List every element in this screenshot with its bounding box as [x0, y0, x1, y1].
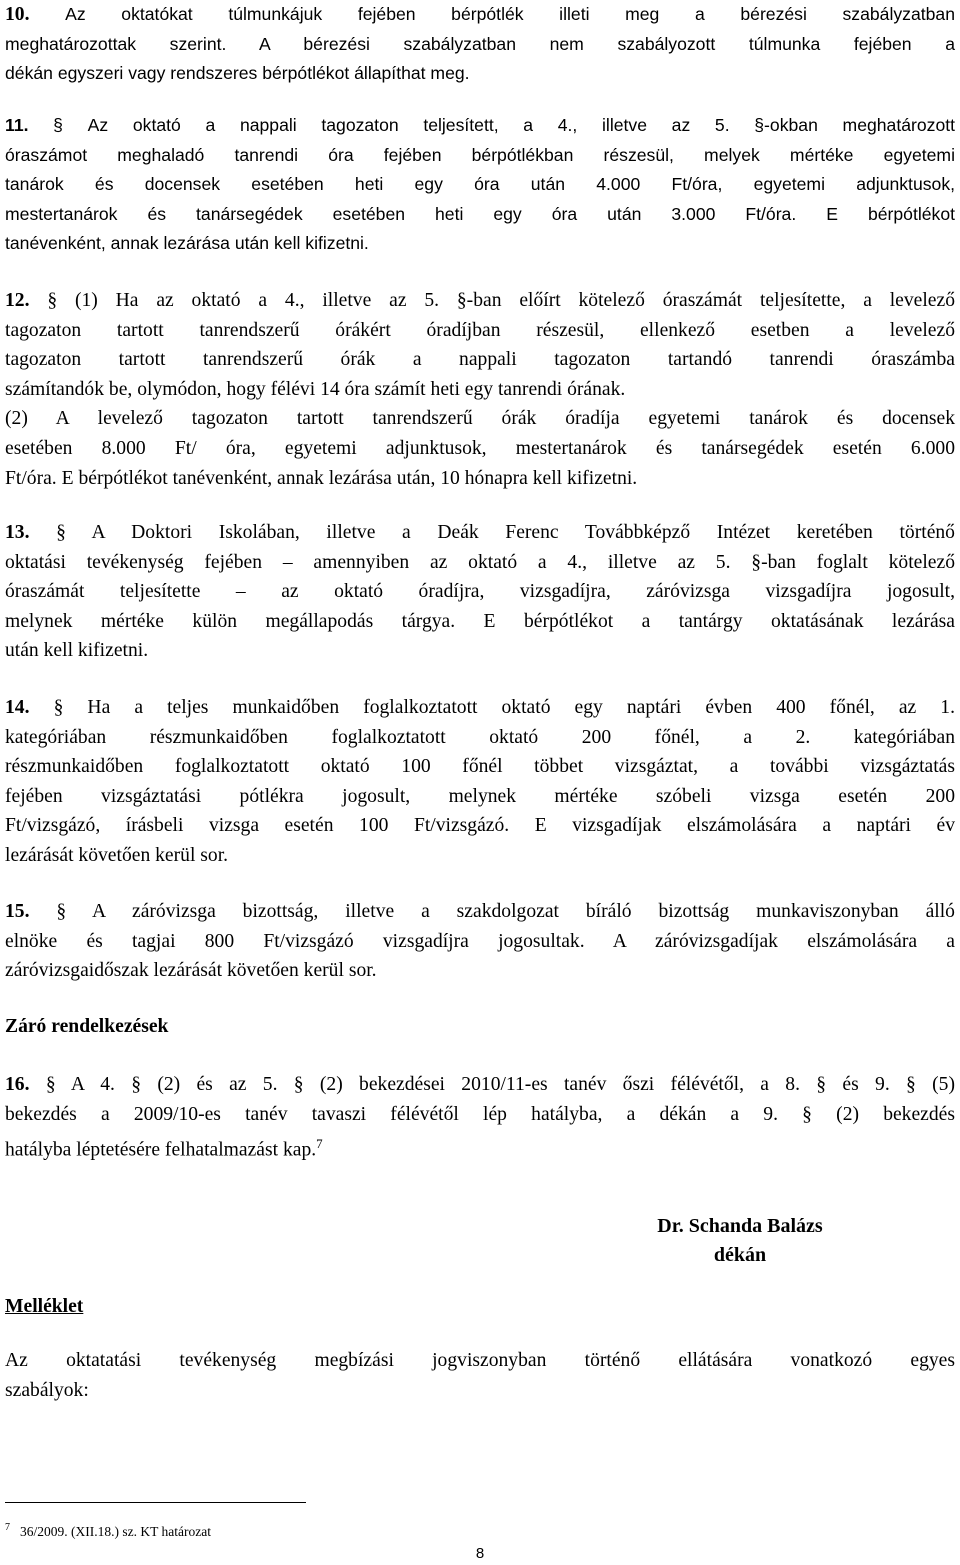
paragraph-10	[5, 0, 955, 89]
text-line: óraszámot meghaladó tanrendi óra fejében bérpótlékban részesül, melyek mértéke egyetemi	[5, 144, 955, 165]
text-line: elnöke és tagjai 800 Ft/vizsgázó vizsgadíjra jogosultak. A záróvizsgadíjak elszámolására a	[5, 930, 955, 952]
text-line: melynek mértéke külön megállapodás tárgya. E bérpótlékot a tantárgy oktatásának lezárása	[5, 610, 955, 632]
paragraph-number: 13.	[5, 522, 30, 543]
text-line: meghatározottak szerint. A bérezési szabályzatban nem szabályozott túlmunka fejében a	[5, 33, 955, 54]
text-line: § A 4. § (2) és az 5. § (2) bekezdései 2010/11-es tanév őszi félévétől, a 8. § és 9. § (5)	[45, 1074, 955, 1095]
signature-name: Dr. Schanda Balázs	[657, 1215, 823, 1237]
text-line: (2) A levelező tagozaton tartott tanrendszerű órák óradíja egyetemi tanárok és docensek	[5, 408, 955, 430]
text-line: tagozaton tartott tanrendszerű órák a nappali tagozaton tartandó tanrendi óraszámba	[5, 349, 955, 371]
text-line: Az oktatókat túlmunkájuk fejében bérpótlék illeti meg a bérezési szabályzatban	[65, 4, 955, 24]
paragraph-number: 14.	[5, 697, 30, 718]
paragraph-11: 11. § Az oktató a nappali tagozaton teljesített, a 4., illetve az 5. §-okban meghatározott óraszámot meghaladó tanrendi óra fejében bérpótlékban részesül, melyek mértéke egyetemi tanárok és docensek esetében heti egy óra után 4.000 Ft/óra, egyetemi adjunktusok, mestertanárok és tanársegédek esetében heti egy óra után 3.000 Ft/óra. E bérpótlékot tanévenként, annak lezárása után kell kifizetni.	[5, 111, 955, 259]
footnote-reference: 7	[316, 1136, 323, 1152]
text-line: § A záróvizsga bizottság, illetve a szakdolgozat bíráló bizottság munkaviszonyban álló	[56, 901, 955, 922]
paragraph-number: 10.	[5, 4, 30, 25]
section-heading-final-provisions: Záró rendelkezések	[5, 1016, 169, 1037]
text-line: számítandók be, olymódon, hogy félévi 14 óra számít heti egy tanrendi órának.	[5, 378, 626, 400]
text-line: dékán egyszeri vagy rendszeres bérpótlékot állapíthat meg.	[5, 63, 470, 84]
paragraph-number: 16.	[5, 1074, 30, 1095]
footnote	[5, 1518, 211, 1542]
text-line: fejében vizsgáztatási pótlékra jogosult, melynek mértéke szóbeli vizsga esetén 200	[5, 785, 955, 807]
text-line: bekezdés a 2009/10-es tanév tavaszi félévétől lép hatályba, a dékán a 9. § (2) bekezdés	[5, 1103, 955, 1125]
text-line: Az oktatatási tevékenység megbízási jogviszonyban történő ellátására vonatkozó egyes	[5, 1350, 955, 1371]
text-line: § A Doktori Iskolában, illetve a Deák Ferenc Továbbképző Intézet keretében történő	[56, 522, 955, 543]
paragraph-15	[5, 897, 955, 986]
footnote-separator	[5, 1502, 306, 1503]
text-line: Az oktató a nappali tagozaton teljesített, a 4., illetve az 5. §-okban meghatározott	[87, 115, 956, 135]
text-line: lezárását követően kerül sor.	[5, 844, 229, 866]
text-line: részmunkaidőben foglalkoztatott oktató 100 főnél többet vizsgáztat, a további vizsgáztatás	[5, 756, 955, 778]
paragraph-number: 15.	[5, 901, 30, 922]
paragraph-12: 12. § (1) Ha az oktató a 4., illetve az 5. §-ban előírt kötelező óraszámát teljesítette, a levelező tagozaton tartott tanrendszerű órákért óradíjban részesül, ellenkező esetben a levelező tagozaton tartott tanrendszerű órák a nappali tagozaton tartandó tanrendi óraszámba számítandók be, olymódon, hogy félévi 14 óra számít heti egy tanrendi órának. (2) A levelező tagozaton tartott tanrendszerű órák óradíja egyetemi tanárok és docensek esetében 8.000 Ft/ óra, egyetemi adjunktusok, mestertanárok és tanársegédek esetén 6.000 Ft/óra. E bérpótlékot tanévenként, annak lezárása után, 10 hónapra kell kifizetni.	[5, 286, 955, 493]
text-line: esetében 8.000 Ft/ óra, egyetemi adjunktusok, mestertanárok és tanársegédek esetén 6.000	[5, 437, 955, 459]
text-line: tanárok és docensek esetében heti egy óra után 4.000 Ft/óra, egyetemi adjunktusok,	[5, 174, 955, 195]
paragraph-13	[5, 518, 955, 666]
page-number: 8	[475, 1545, 485, 1562]
text-line: szabályok:	[5, 1379, 89, 1401]
paragraph-number: 12.	[5, 290, 30, 311]
paragraph-number: 11.	[5, 115, 29, 135]
paragraph-16	[5, 1070, 955, 1159]
text-line: § Ha a teljes munkaidőben foglalkoztatott oktató egy naptári évben 400 főnél, az 1.	[53, 697, 955, 718]
signature-title: dékán	[713, 1244, 767, 1266]
text-line: kategóriában részmunkaidőben foglalkoztatott oktató 200 főnél, a 2. kategóriában	[5, 726, 955, 748]
footnote-mark: 7	[5, 1522, 10, 1533]
text-line: tanévenként, annak lezárása után kell kifizetni.	[5, 233, 369, 254]
text-line: Ft/óra. E bérpótlékot tanévenként, annak lezárása után, 10 hónapra kell kifizetni.	[5, 467, 638, 489]
text-line: Ft/vizsgázó, írásbeli vizsga esetén 100 Ft/vizsgázó. E vizsgadíjak elszámolására a naptári év	[5, 815, 955, 837]
annex-paragraph	[5, 1346, 955, 1405]
annex-heading: Melléklet	[5, 1296, 84, 1317]
text-line: mestertanárok és tanársegédek esetében heti egy óra után 3.000 Ft/óra. E bérpótlékot	[5, 203, 955, 224]
paragraph-14	[5, 693, 955, 871]
text-line: óraszámát teljesítette – az oktató óradíjra, vizsgadíjra, záróvizsga vizsgadíjra jogosult,	[5, 581, 955, 603]
text-line: záróvizsgaidőszak lezárását követően kerül sor.	[5, 960, 377, 982]
text-line: oktatási tevékenység fejében – amennyiben az oktató a 4., illetve az 5. §-ban foglalt kötelező	[5, 551, 955, 573]
footnote-text: 36/2009. (XII.18.) sz. KT határozat	[20, 1524, 211, 1539]
text-line: (1) Ha az oktató a 4., illetve az 5. §-ban előírt kötelező óraszámát teljesítette, a levelező	[74, 290, 956, 311]
text-line: tagozaton tartott tanrendszerű órákért óradíjban részesül, ellenkező esetben a levelező	[5, 319, 955, 341]
text-line: után kell kifizetni.	[5, 640, 149, 662]
text-line: hatályba léptetésére felhatalmazást kap.	[5, 1139, 317, 1161]
